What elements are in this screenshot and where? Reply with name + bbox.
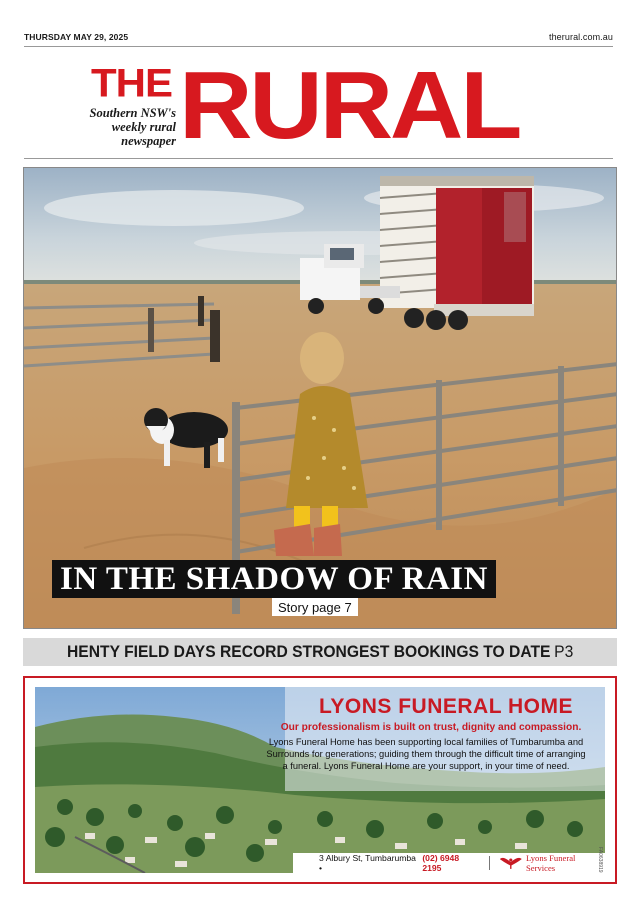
dateline [24,30,613,44]
ad-subtitle: Our professionalism is built on trust, dignity and compassion. [280,722,582,733]
ad-contact-bar [293,853,605,873]
masthead-the: THE [91,60,172,105]
website-link[interactable]: therural.com.au [548,32,613,42]
masthead-tagline [64,106,176,148]
teaser-page: P3 [553,642,574,661]
tagline-line: weekly rural [111,120,176,134]
ad-panel [35,687,605,873]
advertisement[interactable] [23,676,617,884]
divider [24,46,613,47]
story-page-ref[interactable]: Story page 7 [272,598,358,616]
ad-body-line: Surrounds for generations; guiding them through the difficult time of arranging [266,749,586,759]
ad-phone[interactable]: (02) 6948 2195 [422,853,460,873]
tagline-line: newspaper [121,134,176,148]
ad-address: 3 Albury St, Tumbarumba • [319,853,416,873]
issue-date: THURSDAY MAY 29, 2025 [24,32,129,42]
ad-body [259,736,593,772]
lead-headline[interactable] [52,560,496,598]
masthead-rural: RURAL [179,52,520,159]
teaser-banner[interactable] [23,638,617,666]
divider [489,856,490,870]
teaser-text [67,642,573,662]
masthead [24,52,613,159]
angel-wings-icon [500,855,522,871]
tagline-line: Southern NSW's [89,106,176,120]
ad-body-line: Lyons Funeral Home has been supporting local families of Tumbarumba and [268,737,584,747]
teaser-headline: HENTY FIELD DAYS RECORD STRONGEST BOOKINGS TO DATE [66,642,551,661]
ad-logo-text: Lyons Funeral Services [525,853,576,873]
divider [24,158,613,159]
ad-body-line: a funeral. Lyons Funeral Home are your support, in your time of need. [282,761,570,771]
ad-code: FA0638919 [597,847,603,873]
lead-headline-text: IN THE SHADOW OF RAIN [60,560,488,597]
ad-title: LYONS FUNERAL HOME [318,695,573,718]
